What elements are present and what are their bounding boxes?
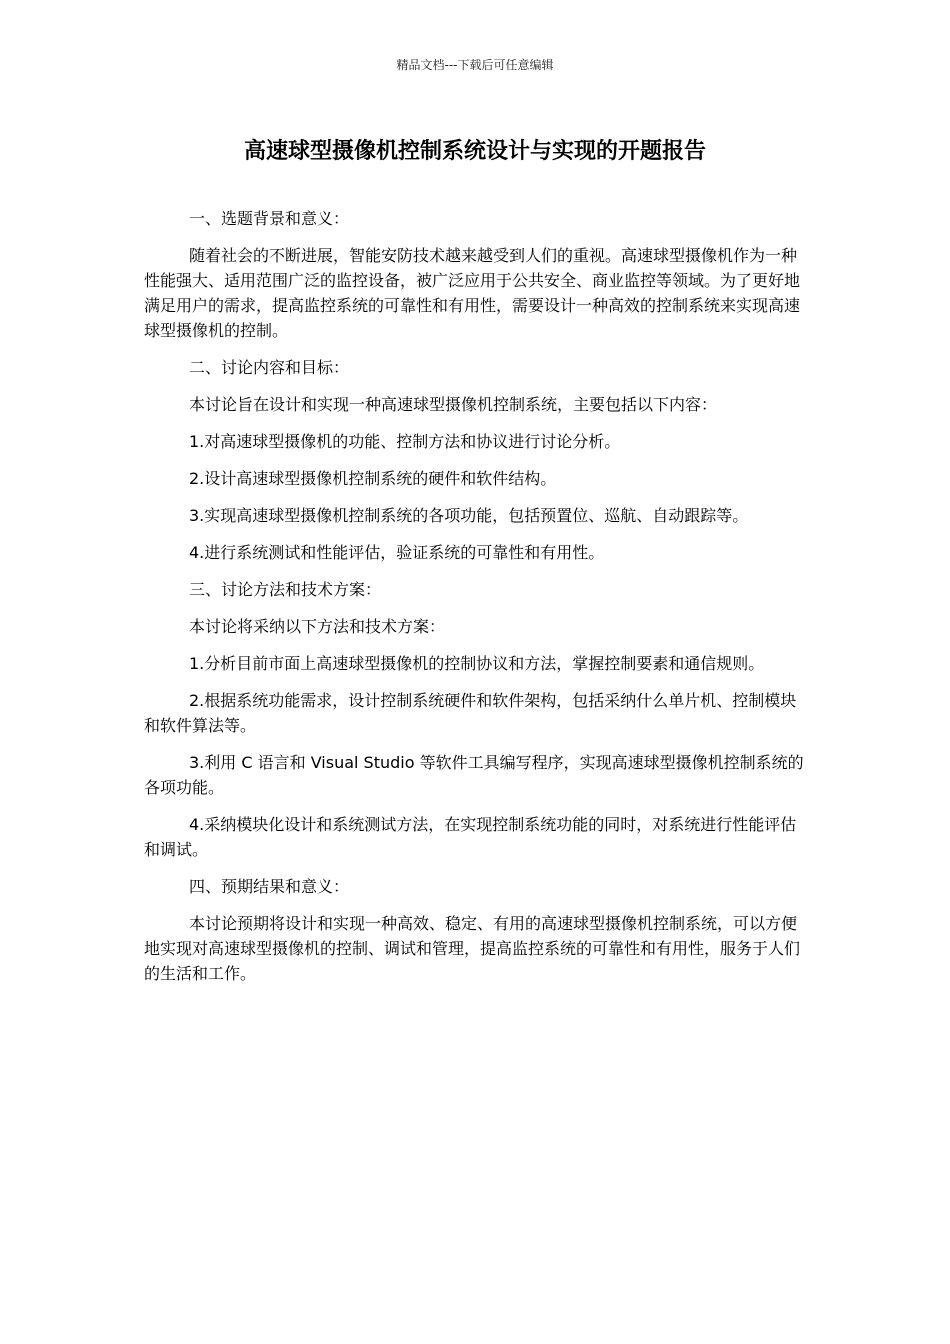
- document-body: [144, 206, 812, 998]
- list-item-content-1: 1.对高速球型摄像机的功能、控制方法和协议进行讨论分析。: [189, 432, 621, 451]
- section-heading-content-goals: 二、讨论内容和目标：: [189, 358, 350, 377]
- section-heading-expected-results: 四、预期结果和意义：: [189, 877, 350, 896]
- list-item-methods-3: 3.利用 C 语言和 Visual Studio 等软件工具编写程序，实现高速球型摄像机控制系统的各项功能。: [144, 753, 804, 797]
- list-item-methods-2: 2.根据系统功能需求，设计控制系统硬件和软件架构，包括采纳什么单片机、控制模块和软件算法等。: [144, 691, 797, 735]
- list-item-methods-1: 1.分析目前市面上高速球型摄像机的控制协议和方法，掌握控制要素和通信规则。: [189, 654, 765, 673]
- paragraph-content-intro: 本讨论旨在设计和实现一种高速球型摄像机控制系统，主要包括以下内容：: [189, 395, 718, 414]
- list-item-methods-4: 4.采纳模块化设计和系统测试方法，在实现控制系统功能的同时，对系统进行性能评估和调试。: [144, 815, 797, 859]
- list-item-content-2: 2.设计高速球型摄像机控制系统的硬件和软件结构。: [189, 469, 557, 488]
- header-note: 精品文档---下载后可任意编辑: [396, 58, 554, 72]
- document-title: 高速球型摄像机控制系统设计与实现的开题报告: [243, 139, 706, 164]
- paragraph-background: 随着社会的不断进展，智能安防技术越来越受到人们的重视。高速球型摄像机作为一种性能强大、适用范围广泛的监控设备，被广泛应用于公共安全、商业监控等领域。为了更好地满足用户的需求，提高监控系统的可靠性和有用性，需要设计一种高效的控制系统来实现高速球型摄像机的控制。: [144, 246, 801, 340]
- paragraph-methods-intro: 本讨论将采纳以下方法和技术方案：: [189, 617, 446, 636]
- list-item-content-4: 4.进行系统测试和性能评估，验证系统的可靠性和有用性。: [189, 543, 605, 562]
- section-heading-background: 一、选题背景和意义：: [189, 209, 350, 228]
- list-item-content-3: 3.实现高速球型摄像机控制系统的各项功能，包括预置位、巡航、自动跟踪等。: [189, 506, 749, 525]
- section-heading-methods: 三、讨论方法和技术方案：: [189, 580, 382, 599]
- paragraph-expected-results: 本讨论预期将设计和实现一种高效、稳定、有用的高速球型摄像机控制系统，可以方便地实现对高速球型摄像机的控制、调试和管理，提高监控系统的可靠性和有用性，服务于人们的生活和工作。: [144, 914, 801, 983]
